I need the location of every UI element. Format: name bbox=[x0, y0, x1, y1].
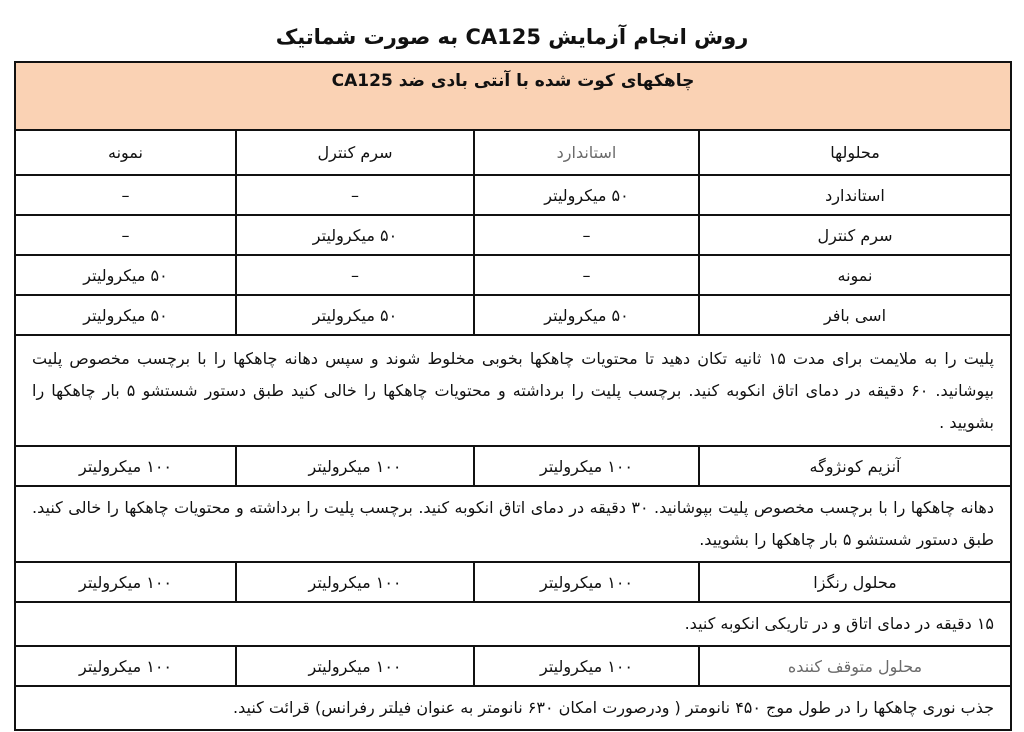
table-cell: ۱۰۰ میکرولیتر bbox=[236, 446, 474, 486]
table-cell: ۵۰ میکرولیتر bbox=[236, 295, 474, 335]
page-title: روش انجام آزمایش CA125 به صورت شماتیک bbox=[275, 25, 749, 49]
table-cell: ۵۰ میکرولیتر bbox=[236, 215, 474, 255]
column-header-sample: نمونه bbox=[15, 130, 236, 175]
table-row bbox=[15, 255, 1011, 295]
table-cell: – bbox=[15, 175, 236, 215]
table-cell: ۱۰۰ میکرولیتر bbox=[474, 562, 699, 602]
row-label: سرم کنترل bbox=[699, 215, 1011, 255]
column-header-control-serum: سرم کنترل bbox=[236, 130, 474, 175]
row-label: محلول رنگزا bbox=[699, 562, 1011, 602]
table-cell: ۱۰۰ میکرولیتر bbox=[236, 646, 474, 686]
table-row bbox=[15, 646, 1011, 686]
instruction-incubation-60min: پلیت را به ملایمت برای مدت ۱۵ ثانیه تکان دهید تا محتویات چاهکها بخوبی مخلوط شوند و سپس دهانه چاهکها را با برچسب مخصوص پلیت بپوشانید. ۶۰ دقیقه در دمای اتاق انکوبه کنید. برچسب پلیت را برداشته و محتویات چاهکها را خالی کنید طبق دستور شستشو ۵ بار چاهکها را بشویید . bbox=[15, 335, 1011, 446]
column-header-standard: استاندارد bbox=[474, 130, 699, 175]
column-header-row bbox=[15, 130, 1011, 175]
column-header-solutions: محلولها bbox=[699, 130, 1011, 175]
table-cell: – bbox=[236, 255, 474, 295]
row-label: استاندارد bbox=[699, 175, 1011, 215]
row-label: نمونه bbox=[699, 255, 1011, 295]
table-cell: ۱۰۰ میکرولیتر bbox=[236, 562, 474, 602]
table-cell: ۱۰۰ میکرولیتر bbox=[15, 646, 236, 686]
row-label: محلول متوقف کننده bbox=[699, 646, 1011, 686]
table-cell: – bbox=[15, 215, 236, 255]
table-header: چاهکهای کوت شده با آنتی بادی ضد CA125 bbox=[15, 62, 1011, 130]
table-row bbox=[15, 175, 1011, 215]
instruction-incubation-30min: دهانه چاهکها را با برچسب مخصوص پلیت بپوشانید. ۳۰ دقیقه در دمای اتاق انکوبه کنید. برچسب پلیت را برداشته و محتویات چاهکها را خالی کنید. طبق دستور شستشو ۵ بار چاهکها را بشویید. bbox=[15, 486, 1011, 562]
table-cell: ۵۰ میکرولیتر bbox=[15, 255, 236, 295]
protocol-table bbox=[14, 61, 1012, 731]
table-row bbox=[15, 446, 1011, 486]
table-row bbox=[15, 295, 1011, 335]
instruction-read-absorbance: جذب نوری چاهکها را در طول موج ۴۵۰ نانومتر ( ودرصورت امکان ۶۳۰ نانومتر به عنوان فیلتر رفرانس) قرائت کنید. bbox=[15, 686, 1011, 730]
row-label: آنزیم کونژوگه bbox=[699, 446, 1011, 486]
table-cell: ۵۰ میکرولیتر bbox=[15, 295, 236, 335]
row-label: اسی بافر bbox=[699, 295, 1011, 335]
table-cell: ۱۰۰ میکرولیتر bbox=[15, 446, 236, 486]
table-cell: – bbox=[474, 255, 699, 295]
table-row bbox=[15, 215, 1011, 255]
table-cell: – bbox=[236, 175, 474, 215]
table-cell: ۵۰ میکرولیتر bbox=[474, 295, 699, 335]
table-row bbox=[15, 562, 1011, 602]
instruction-dark-incubation: ۱۵ دقیقه در دمای اتاق و در تاریکی انکوبه کنید. bbox=[15, 602, 1011, 646]
table-cell: ۵۰ میکرولیتر bbox=[474, 175, 699, 215]
table-cell: ۱۰۰ میکرولیتر bbox=[474, 446, 699, 486]
table-cell: ۱۰۰ میکرولیتر bbox=[474, 646, 699, 686]
table-cell: – bbox=[474, 215, 699, 255]
table-cell: ۱۰۰ میکرولیتر bbox=[15, 562, 236, 602]
